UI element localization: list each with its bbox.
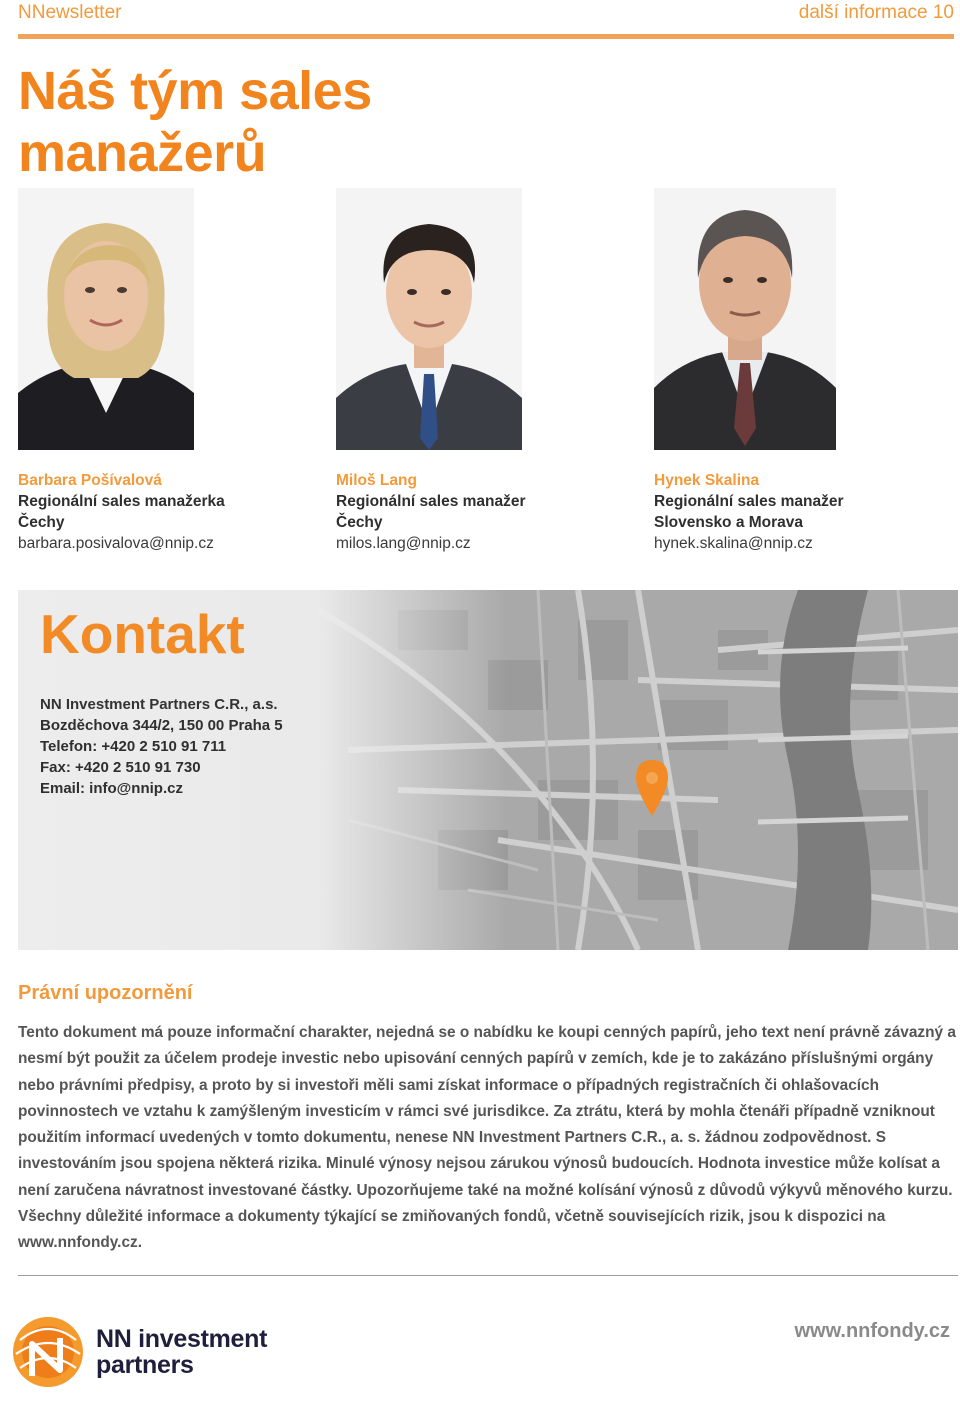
contact-details <box>40 694 283 799</box>
company-name: NN Investment Partners C.R., a.s. <box>40 696 278 713</box>
legal-heading: Právní upozornění <box>18 982 193 1004</box>
portrait-photo <box>336 188 522 450</box>
team-member-card <box>18 188 298 554</box>
member-role: Regionální sales manažer <box>336 493 526 510</box>
footer-divider <box>18 1275 958 1276</box>
team-member-card <box>336 188 616 554</box>
member-email[interactable]: milos.lang@nnip.cz <box>336 535 471 552</box>
nn-lion-logo-icon <box>10 1312 90 1392</box>
brand-line1: investment <box>131 1325 268 1353</box>
header-rule <box>18 34 954 39</box>
contact-address: Bozděchova 344/2, 150 00 Praha 5 <box>40 717 283 734</box>
page-title <box>18 60 518 184</box>
page-title-line1: Náš tým sales <box>18 61 372 121</box>
legal-text: Tento dokument má pouze informační charakter, nejedná se o nabídku ke koupi cenných papírů, jeho text není právně závazný a nesmí být použit za účelem prodeje investic nebo upisování cenných papírů v zemích, kde je to zakázáno příslušnými orgány nebo právními předpisy, a proto by si investoři měli sami získat informace o případných registračních či ohlašovacích povinnostech ve vztahu k zamýšleným investicím v rámci své jurisdikce. Za ztrátu, která by mohla čtenáři případně vzniknout použitím informací uvedených v tomto dokumentu, nenese NN Investment Partners C.R., a. s. žádnou zodpovědnost. S investováním jsou spojena některá rizika. Minulé výnosy nejsou zárukou výnosů budoucích. Hodnota investice může kolísat a není zaručena návratnost investované částky. Upozorňujeme také na možné kolísání výnosů z důvodů výkyvů měnového kurzu. Všechny důležité informace a dokumenty týkající se zmiňovaných fondů, včetně souvisejících rizik, jsou k dispozici na www.nnfondy.cz. <box>18 1024 956 1252</box>
member-info <box>336 470 616 554</box>
member-role: Regionální sales manažer <box>654 493 844 510</box>
contact-fax: Fax: +420 2 510 91 730 <box>40 759 201 776</box>
member-role: Regionální sales manažerka <box>18 493 225 510</box>
portrait-photo <box>18 188 194 450</box>
newsletter-brand: NNewsletter <box>18 2 122 23</box>
member-email[interactable]: hynek.skalina@nnip.cz <box>654 535 813 552</box>
brand-wordmark <box>96 1326 267 1378</box>
contact-email[interactable]: Email: info@nnip.cz <box>40 780 183 797</box>
contact-phone: Telefon: +420 2 510 91 711 <box>40 738 227 755</box>
portrait-photo <box>654 188 836 450</box>
member-email[interactable]: barbara.posivalova@nnip.cz <box>18 535 214 552</box>
member-info <box>18 470 298 554</box>
page-title-line2: manažerů <box>18 123 267 183</box>
brand-line2: partners <box>96 1351 194 1379</box>
contact-map-panel <box>18 590 958 950</box>
member-name: Barbara Pošívalová <box>18 472 162 489</box>
member-region: Čechy <box>18 514 65 531</box>
section-label: další informace 10 <box>798 2 954 23</box>
member-name: Hynek Skalina <box>654 472 760 489</box>
team-member-card <box>654 188 934 554</box>
member-region: Čechy <box>336 514 383 531</box>
brand-prefix: NN <box>96 1325 132 1353</box>
member-name: Miloš Lang <box>336 472 417 489</box>
website-link[interactable]: www.nnfondy.cz <box>794 1320 950 1342</box>
member-region: Slovensko a Morava <box>654 514 804 531</box>
contact-heading: Kontakt <box>40 603 245 665</box>
member-info <box>654 470 934 554</box>
page-header <box>18 0 954 40</box>
